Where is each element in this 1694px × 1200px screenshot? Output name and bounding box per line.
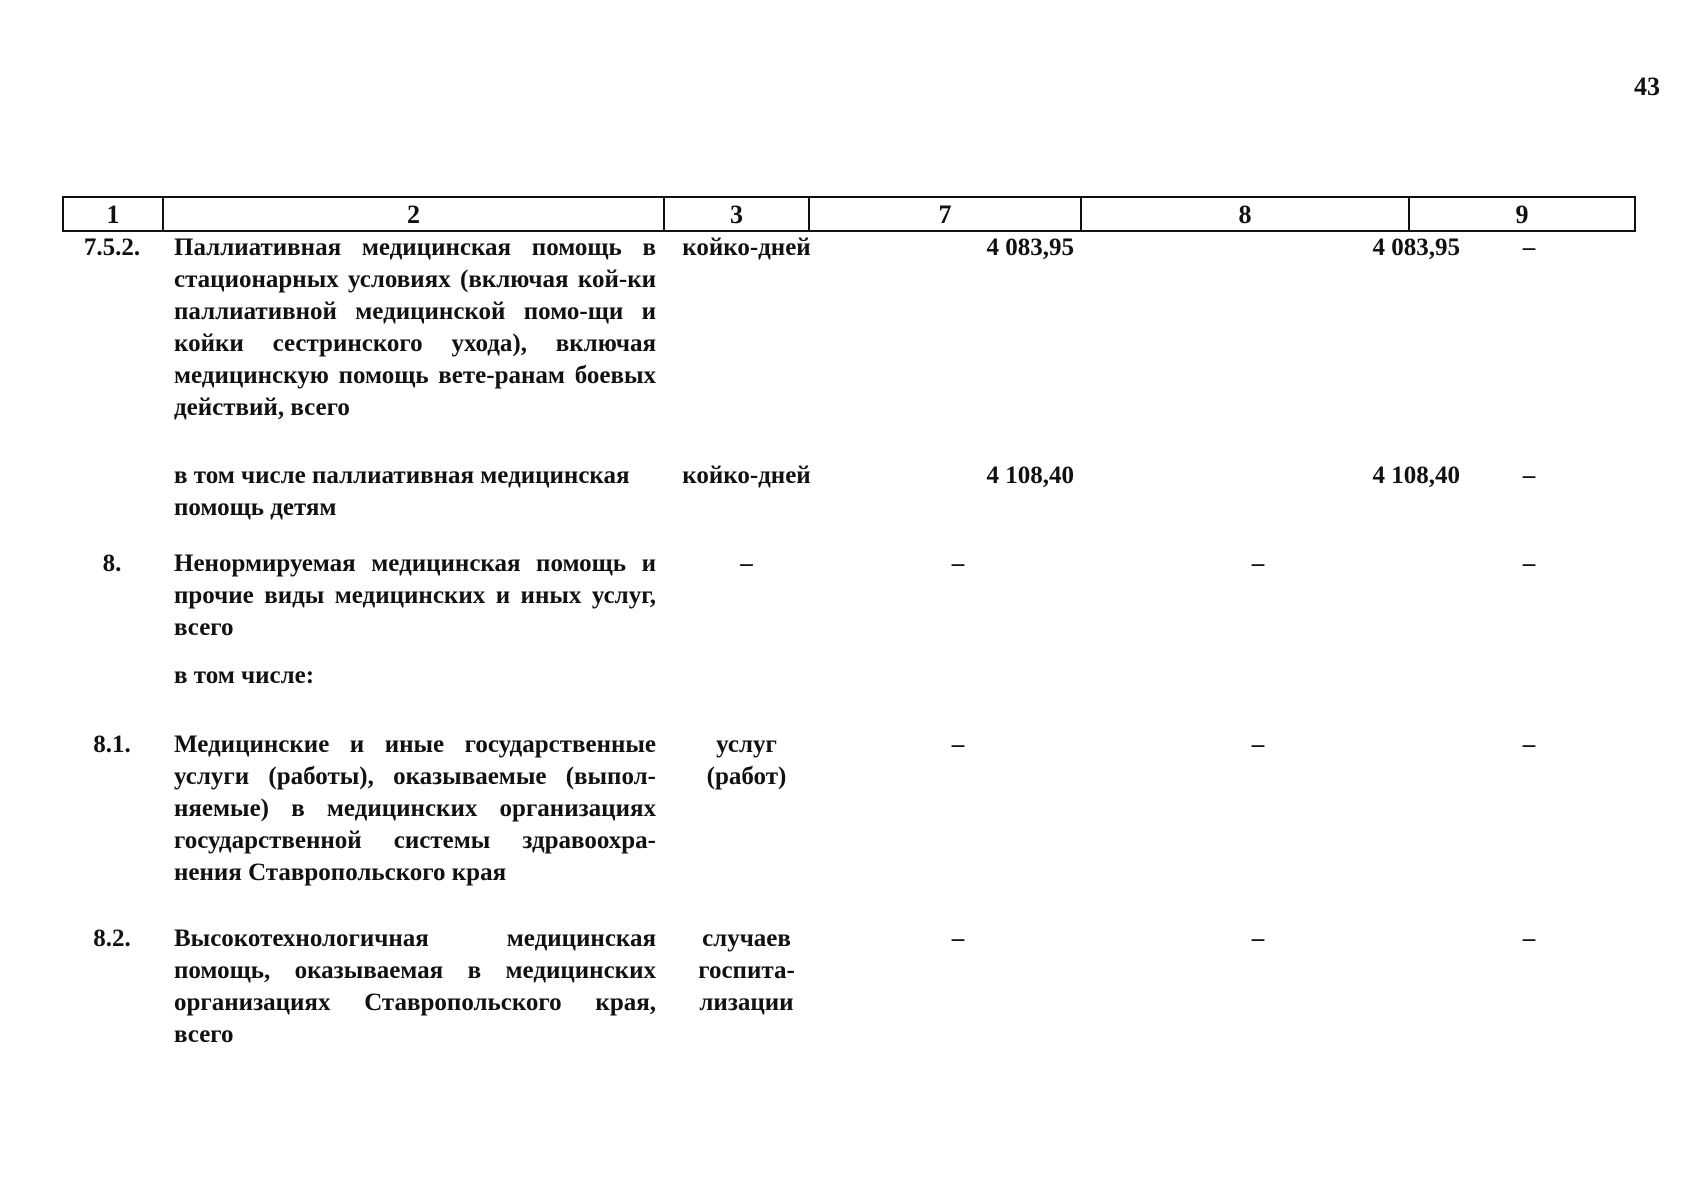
row-value-col8: – [1251, 925, 1265, 952]
row-name: Паллиативная медицинская помощь в стационарных условиях (включая кой-ки паллиативной медицинской помо-щи и койки сестринского ухода), включая медицинскую помощь вете-ранам боевых действий, всего [174, 234, 656, 421]
header-col-9: 9 [1515, 200, 1529, 229]
header-col-2: 2 [164, 198, 665, 230]
row-value-col9: – [1522, 550, 1536, 577]
row-name: Ненормируемая медицинская помощь и прочие виды медицинских и иных услуг, всего [174, 550, 656, 641]
row-value-col9: – [1522, 462, 1536, 489]
row-value-col7: 4 108,40 [986, 462, 1074, 489]
row-value-col8: – [1251, 550, 1265, 577]
row-unit: – [740, 550, 753, 577]
row-name: Высокотехнологичная медицинская помощь, оказываемая в медицинских организациях Ставропольского края, всего [174, 925, 656, 1048]
row-unit: случаев госпита-лизации [698, 925, 795, 1016]
table-header [62, 196, 1636, 232]
row-value-col7: – [951, 925, 965, 952]
row-value-col9: – [1522, 925, 1536, 952]
header-col-3: 3 [665, 198, 810, 230]
row-value-col8: 4 108,40 [1372, 462, 1460, 489]
row-value-col7: 4 083,95 [986, 234, 1074, 261]
header-col-8: 8 [1082, 198, 1410, 230]
row-unit: койко-дней [682, 462, 811, 489]
row-number: 7.5.2. [83, 234, 141, 261]
row-name: Медицинские и иные государственные услуги (работы), оказываемые (выпол-няемые) в медицинских организациях государственной системы здравоохра-нения Ставропольского края [174, 731, 656, 886]
row-number: 8. [102, 550, 122, 577]
header-col-7: 7 [810, 198, 1082, 230]
row-number: 8.1. [93, 731, 131, 758]
row-value-col7: – [951, 550, 965, 577]
row-value-col8: – [1251, 731, 1265, 758]
row-value-col9: – [1522, 731, 1536, 758]
row-unit: услуг (работ) [706, 731, 787, 790]
row-value-col8: 4 083,95 [1372, 234, 1460, 261]
row-value-col7: – [951, 731, 965, 758]
row-number: 8.2. [93, 925, 131, 952]
row-value-col9: – [1522, 234, 1536, 261]
header-col-1: 1 [64, 198, 164, 230]
page-number: 43 [1634, 72, 1660, 101]
row-name: в том числе: [174, 662, 315, 689]
row-name: в том числе паллиативная медицинская помощь детям [174, 462, 630, 521]
row-unit: койко-дней [682, 234, 811, 261]
